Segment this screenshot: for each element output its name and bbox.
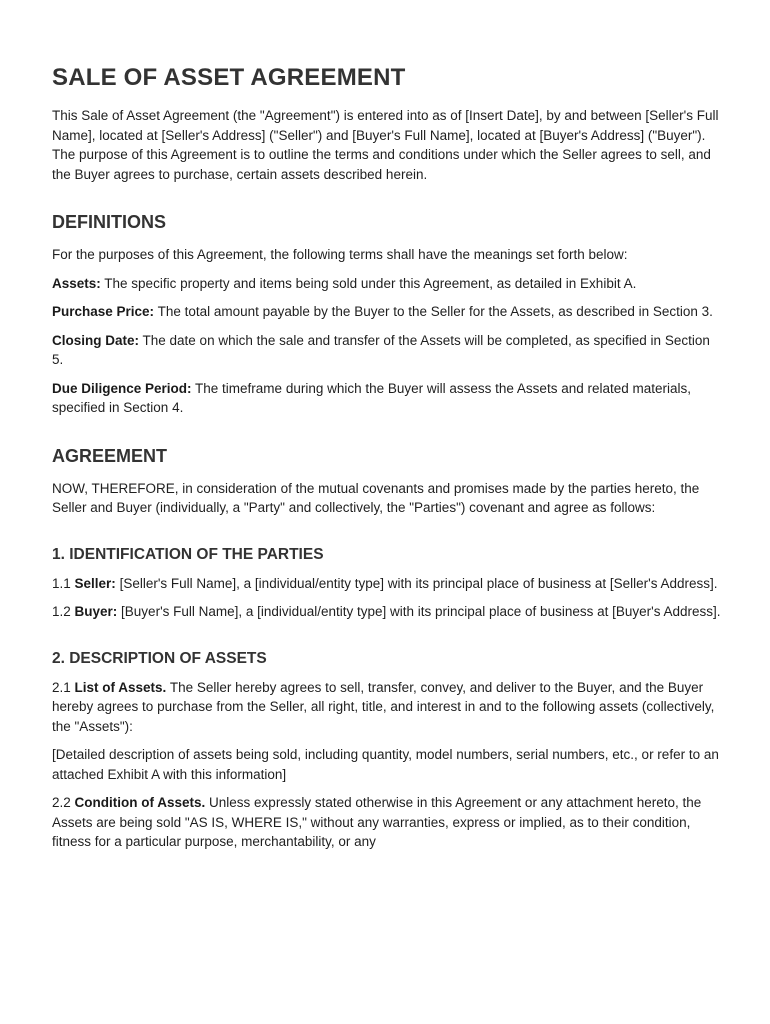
- clause-text: Unless expressly stated otherwise in this Agreement or any attachment hereto, the Assets are being sold "AS IS, WHERE IS," without any warranties, express or implied, as to their condition, fitness for a particular purpose, merchantability, or any: [52, 795, 702, 849]
- definition-term: Closing Date:: [52, 332, 140, 348]
- definition-purchase-price: [52, 302, 722, 322]
- clause-text: [Buyer's Full Name], a [individual/entity type] with its principal place of business at [Buyer's Address].: [117, 604, 721, 619]
- clause-number: 2.1: [52, 679, 75, 695]
- definition-text: The total amount payable by the Buyer to the Seller for the Assets, as described in Section 3.: [154, 304, 713, 319]
- clause-term: Buyer:: [74, 604, 118, 619]
- clause-term: List of Assets.: [74, 679, 167, 695]
- clause-2-2: [52, 793, 722, 852]
- section-2-heading: 2. DESCRIPTION OF ASSETS: [52, 649, 267, 667]
- definition-assets: [52, 274, 722, 294]
- clause-1-1: [52, 574, 722, 594]
- clause-text: The Seller hereby agrees to sell, transfer, convey, and deliver to the Buyer, and the Buyer hereby agrees to purchase from the Seller, all right, title, and interest in and to the following assets (collectively, the "Assets"):: [52, 679, 715, 734]
- clause-1-2: [52, 602, 722, 622]
- definition-term: Due Diligence Period:: [52, 380, 192, 396]
- definitions-lead: For the purposes of this Agreement, the following terms shall have the meanings set forth below:: [52, 247, 628, 262]
- clause-text: [Seller's Full Name], a [individual/entity type] with its principal place of business at [Seller's Address].: [115, 575, 718, 591]
- definition-term: Purchase Price:: [52, 304, 155, 319]
- definition-text: The date on which the sale and transfer of the Assets will be completed, as specified in Section 5.: [52, 332, 710, 367]
- definition-text: The specific property and items being sold under this Agreement, as detailed in Exhibit A.: [100, 275, 637, 291]
- agreement-paragraph: NOW, THEREFORE, in consideration of the mutual covenants and promises made by the parties hereto, the Seller and Buyer (individually, a "Party" and collectively, the "Parties") covenant and agree as follows:: [52, 480, 700, 515]
- assets-placeholder: [Detailed description of assets being sold, including quantity, model numbers, serial numbers, etc., or refer to an attached Exhibit A with this information]: [52, 747, 719, 782]
- definition-text: The timeframe during which the Buyer will assess the Assets and related materials, specified in Section 4.: [52, 380, 692, 415]
- definition-closing-date: [52, 331, 722, 370]
- document-page: [52, 64, 722, 861]
- clause-number: 1.1: [52, 575, 75, 591]
- section-1-heading: 1. IDENTIFICATION OF THE PARTIES: [52, 545, 324, 563]
- clause-number: 1.2: [52, 604, 75, 619]
- clause-number: 2.2: [52, 795, 75, 810]
- document-title: SALE OF ASSET AGREEMENT: [52, 64, 406, 91]
- definition-term: Assets:: [52, 275, 101, 291]
- clause-2-1: [52, 678, 722, 737]
- clause-term: Seller:: [74, 575, 116, 591]
- intro-paragraph: This Sale of Asset Agreement (the "Agreement") is entered into as of [Insert Date], by and between [Seller's Full Name], located at [Seller's Address] ("Seller") and [Buyer's Full Name], located at [Buyer's Address] ("Buyer"). The purpose of this Agreement is to outline the terms and conditions under which the Seller agrees to sell, and the Buyer agrees to purchase, certain assets described herein.: [52, 108, 719, 182]
- clause-term: Condition of Assets.: [74, 795, 206, 810]
- definition-due-diligence-period: [52, 379, 722, 418]
- definitions-heading: DEFINITIONS: [52, 212, 167, 232]
- agreement-heading: AGREEMENT: [52, 445, 168, 466]
